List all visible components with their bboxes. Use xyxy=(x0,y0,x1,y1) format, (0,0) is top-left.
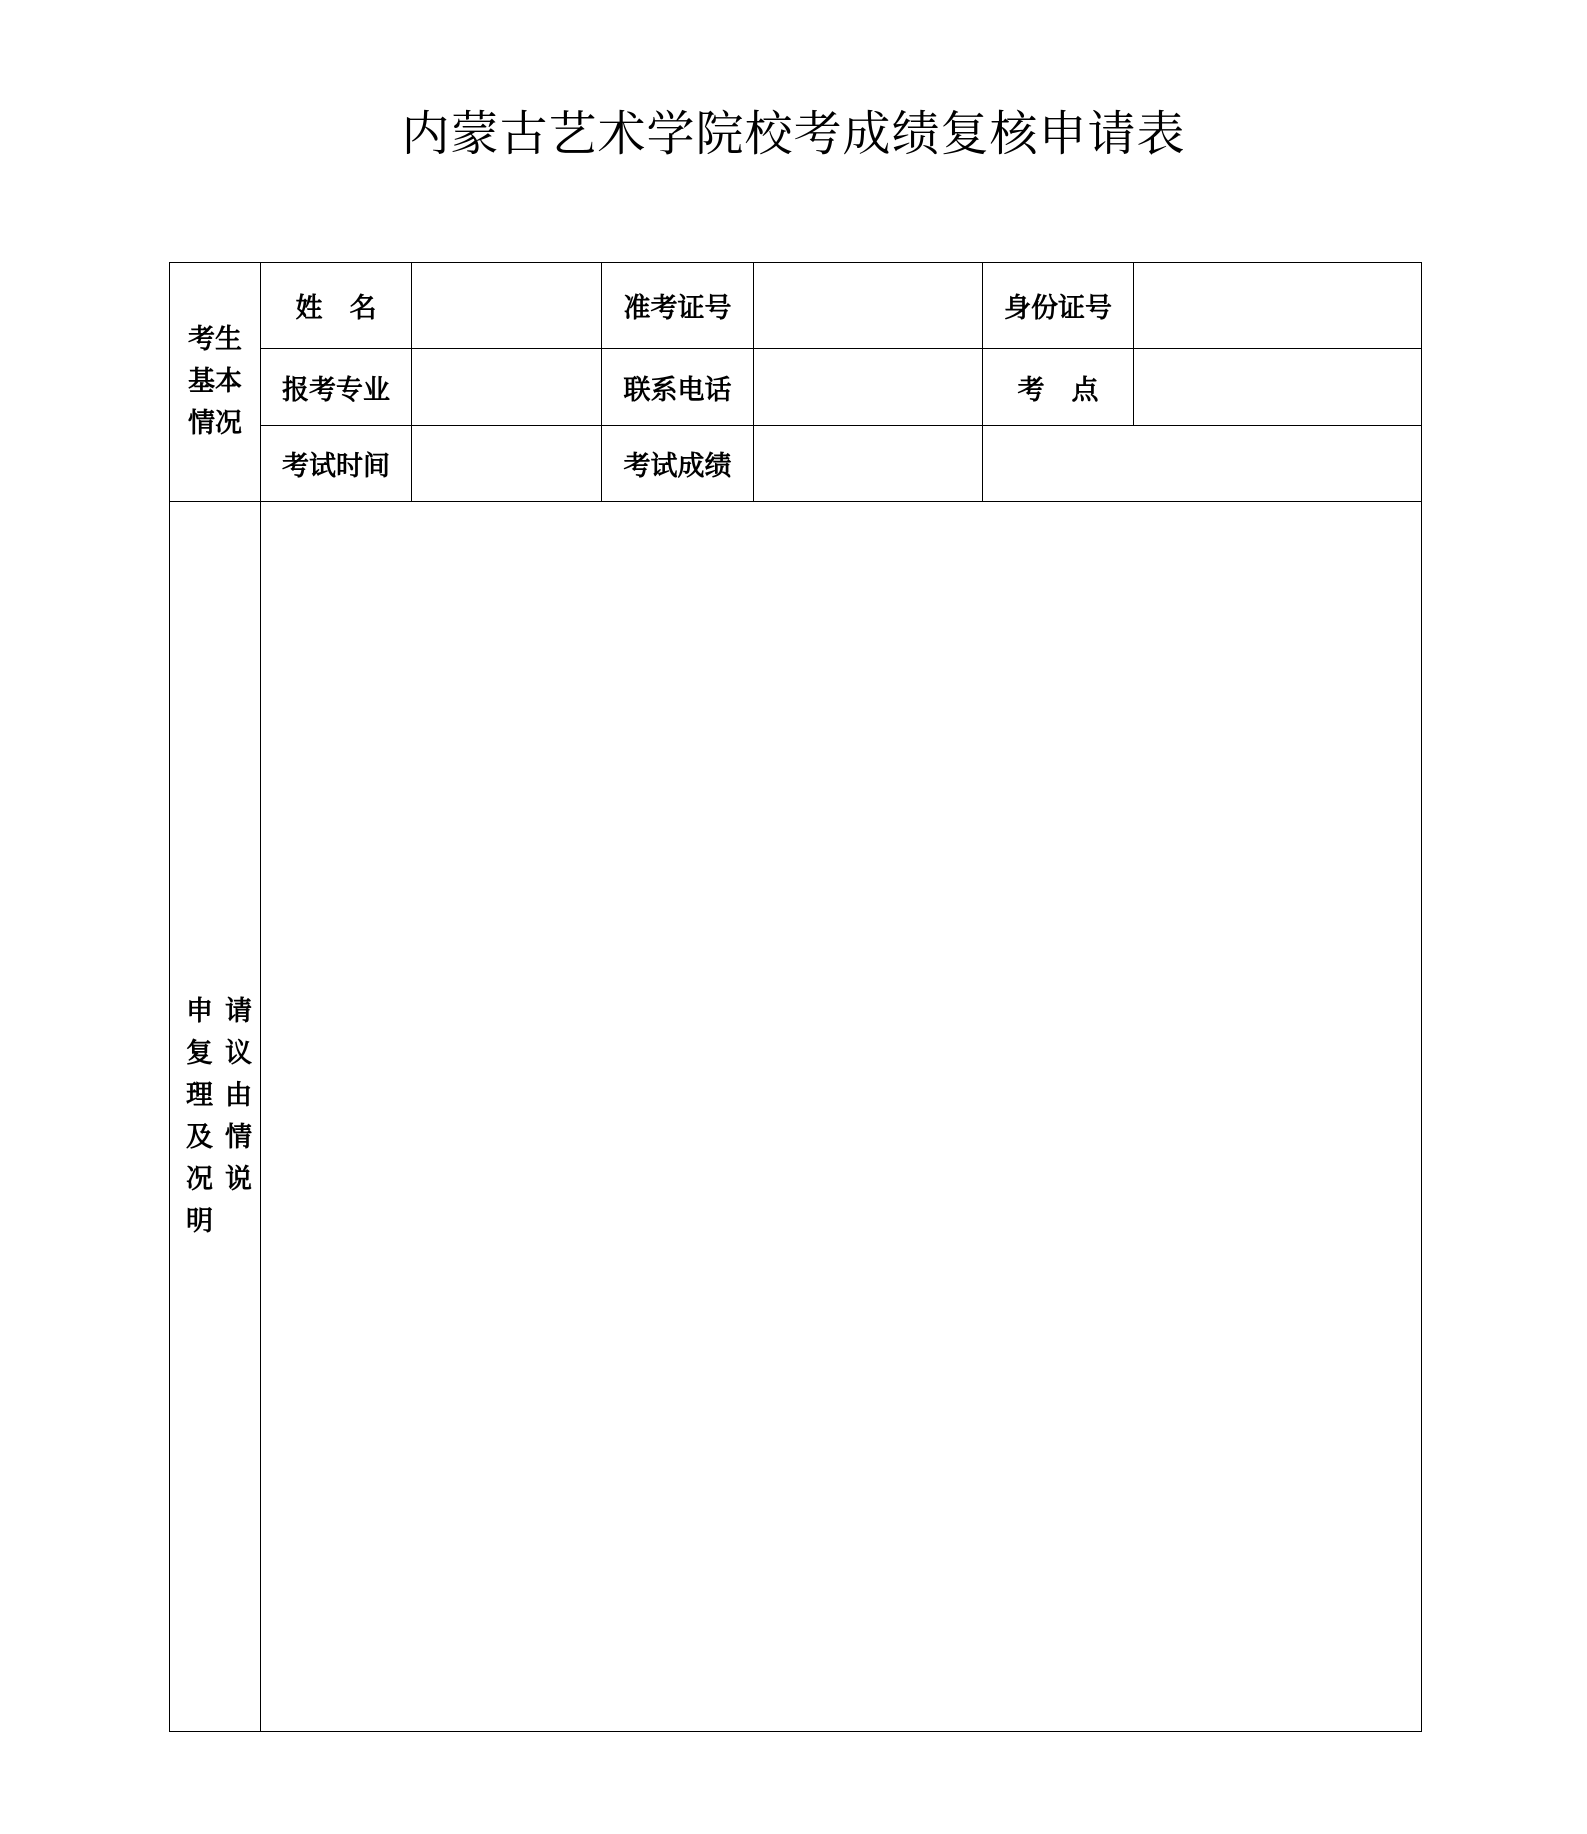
review-label-line: 复议 xyxy=(186,1037,264,1069)
review-label-line: 明 xyxy=(186,1205,225,1237)
venue-field[interactable] xyxy=(1134,349,1422,426)
major-field[interactable] xyxy=(412,349,602,426)
name-field[interactable] xyxy=(412,263,602,349)
id-number-field[interactable] xyxy=(1134,263,1422,349)
review-label-line: 理由 xyxy=(186,1079,264,1111)
section-label-basic-info: 考生 基本 情况 xyxy=(170,263,261,502)
phone-label: 联系电话 xyxy=(602,349,754,426)
name-label: 姓 名 xyxy=(261,263,412,349)
exam-score-label: 考试成绩 xyxy=(602,426,754,502)
review-label-line: 申请 xyxy=(186,995,264,1027)
exam-number-label: 准考证号 xyxy=(602,263,754,349)
id-number-label: 身份证号 xyxy=(983,263,1134,349)
exam-time-field[interactable] xyxy=(412,426,602,502)
page-title: 内蒙古艺术学院校考成绩复核申请表 xyxy=(401,106,1186,162)
review-label-line: 及情 xyxy=(186,1121,264,1153)
empty-cell xyxy=(983,426,1422,502)
major-label: 报考专业 xyxy=(261,349,412,426)
phone-field[interactable] xyxy=(754,349,983,426)
review-reason-field[interactable] xyxy=(261,502,1422,1732)
exam-score-field[interactable] xyxy=(754,426,983,502)
section-label-review-reason xyxy=(170,502,264,1732)
exam-time-label: 考试时间 xyxy=(261,426,412,502)
review-label-line: 况说 xyxy=(186,1163,264,1195)
venue-label: 考 点 xyxy=(983,349,1134,426)
exam-number-field[interactable] xyxy=(754,263,983,349)
application-form-table xyxy=(169,262,1422,1732)
